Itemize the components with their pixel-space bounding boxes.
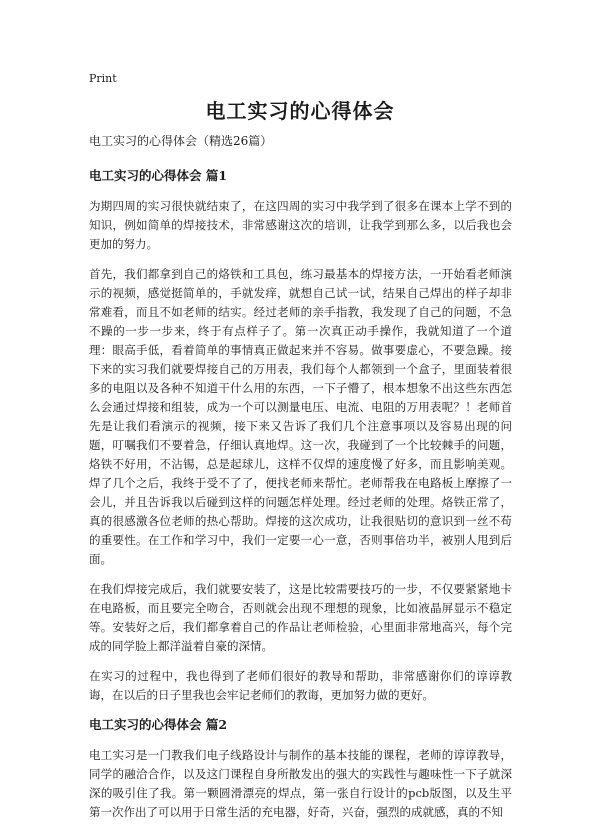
section-2 (89, 716, 512, 822)
paragraph: 在实习的过程中，我也得到了老师们很好的教导和帮助，非常感谢你们的谆谆教诲，在以后的日子里我也会牢记老师们的教诲，更加努力做的更好。 (89, 669, 512, 702)
section-heading: 电工实习的心得体会 篇1 (89, 168, 228, 183)
print-label[interactable]: Print (89, 72, 117, 85)
document-title: 电工实习的心得体会 (205, 99, 395, 123)
document-subtitle: 电工实习的心得体会（精选26篇） (89, 134, 273, 148)
section-1 (89, 167, 512, 705)
section-heading: 电工实习的心得体会 篇2 (89, 717, 228, 732)
paragraph: 首先，我们都拿到自己的烙铁和工具包，练习最基本的焊接方法，一开始看老师演示的视频，感觉挺简单的，手就发痒，就想自己试一试，结果自己焊出的样子却非常难看，而且不如老师的结实。经过老师的亲手指教，我发现了自己的问题，不急不躁的一步一步来，终于有点样子了。第一次真正动手操作，我就知道了一个道理：眼高手低，看着简单的事情真正做起来并不容易。做事要虚心，不要急躁。接下来的实习我们就要焊接自己的万用表，我们每个人都领到一个盒子，里面装着很多的电阻以及各种不知道干什么用的东西，一下子懵了，根本想象不出这些东西怎么会通过焊接和组装，成为一个可以测量电压、电流、电阻的万用表呢？！老师首先是让我们看演示的视频，接下来又告诉了我们几个注意事项以及容易出现的问题，叮嘱我们不要着急，仔细认真地焊。这一次，我碰到了一个比较棘手的问题，烙铁不好用，不沾锡，总是起球儿，这样不仅焊的速度慢了好多，而且影响美观。焊了几个之后，我终于受不了了，便找老师来帮忙。老师帮我在电路板上摩擦了一会儿，并且告诉我以后碰到这样的问题怎样处理。经过老师的处理。烙铁正常了，真的很感激各位老师的热心帮助。焊接的这次成功，让我很贴切的意识到一丝不苟的重要性。在工作和学习中，我们一定要一心一意，否则事倍功半，被别人甩到后面。 (89, 267, 512, 566)
paragraph: 在我们焊接完成后，我们就要安装了，这是比较需要技巧的一步，不仅要紧紧地卡在电路板，而且要完全吻合，否则就会出现不理想的现象，比如液晶屏显示不稳定等。安装好之后，我们都拿着自己的作品让老师检验，心里面非常地高兴，每个完成的同学脸上都洋溢着自豪的深情。 (89, 582, 512, 653)
document-body (89, 132, 512, 833)
paragraph: 为期四周的实习很快就结束了，在这四周的实习中我学到了很多在课本上学不到的知识，例如简单的焊接技术，非常感谢这次的培训，让我学到那么多，以后我也会更加的努力。 (89, 199, 512, 251)
paragraph: 电工实习是一门教我们电子线路设计与制作的基本技能的课程，老师的谆谆教导，同学的融洽合作，以及这门课程自身所散发出的强大的实践性与趣味性一下子就深深的吸引住了我。第一颗圆滑漂亮的焊点，第一张自行设计的pcb版图，以及生平第一次作出了可以用于日常生活的充电器，好奇，兴奋，强烈的成就感，真的不知 (89, 748, 512, 819)
